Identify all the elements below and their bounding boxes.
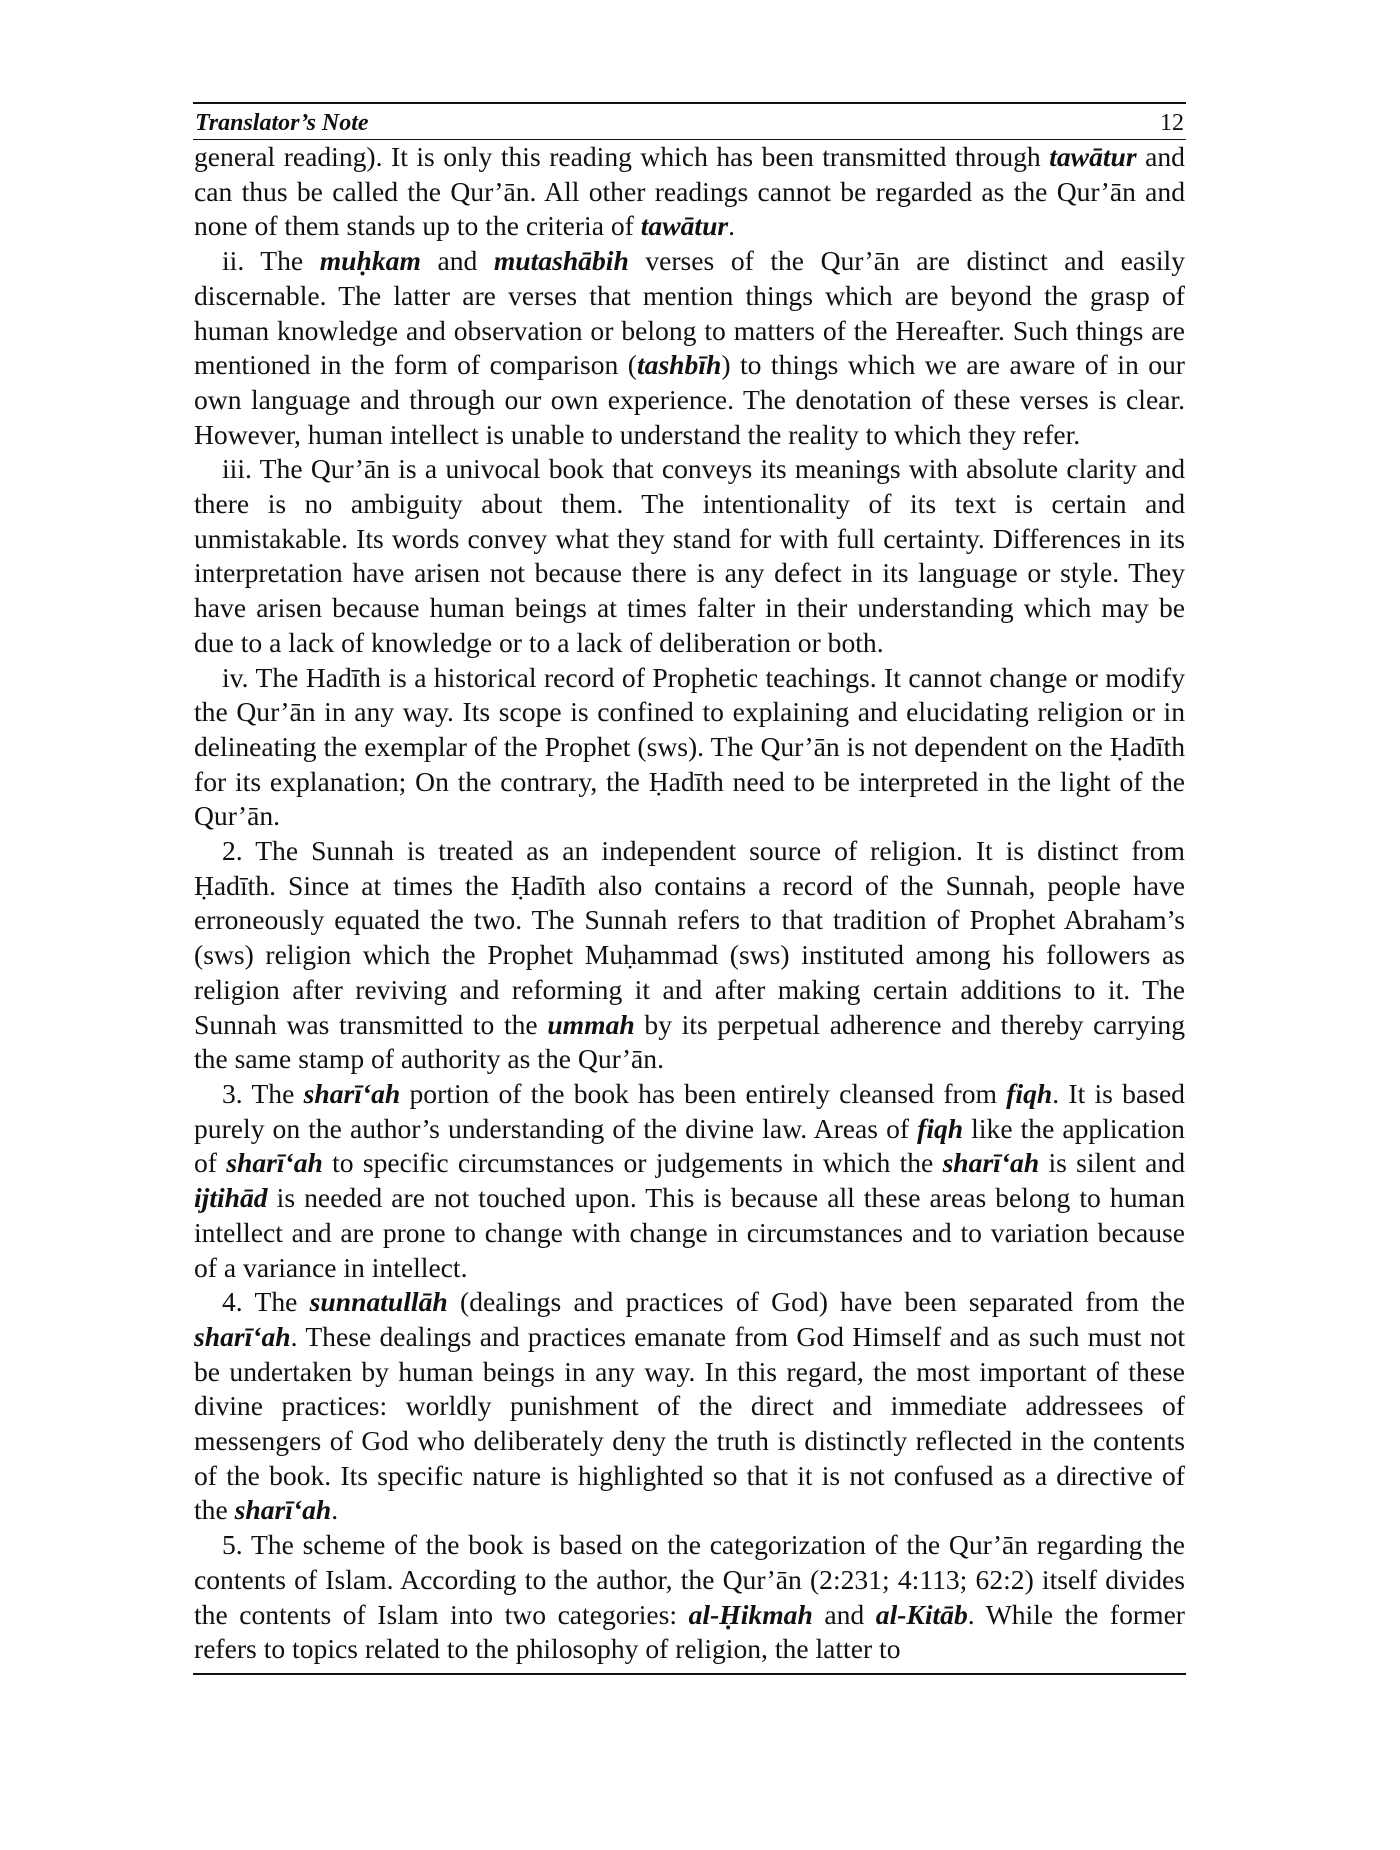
- body-text: [193, 140, 1186, 1667]
- italic-term: tawātur: [1049, 141, 1137, 172]
- text-run: 5. The scheme of the book is based on the categorization of the Qur’ān regarding the contents of Islam. According to the author, the Qur’ān (2:231; 4:113; 62:2) itself divides the contents of Islam into two categories:: [194, 1529, 1185, 1630]
- body-paragraph: [194, 1077, 1185, 1285]
- text-run: .: [728, 210, 736, 242]
- italic-term: fiqh: [917, 1112, 964, 1144]
- italic-term: sharī‘ah: [194, 1320, 291, 1352]
- italic-term: mutashābih: [493, 245, 629, 277]
- footer-rule: [193, 1673, 1186, 1675]
- text-run: by its perpetual adherence and thereby carrying the same stamp of authority as the Qur’ān.: [194, 1008, 1185, 1075]
- running-header-title: Translator’s Note: [195, 110, 369, 136]
- text-run: iii. The Qur’ān is a univocal book that conveys its meanings with absolute clarity and there is no ambiguity about them. The intentionality of its text is certain and unmistakable. Its words convey what they stand for with full certainty. Differences in its interpretation have arisen not because there is any defect in its language or style. They have arisen because human beings at times falter in their understanding which may be due to a lack of knowledge or to a lack of deliberation or both.: [194, 453, 1185, 658]
- italic-term: sharī‘ah: [303, 1077, 401, 1109]
- document-page: [193, 102, 1186, 1675]
- text-run: to specific circumstances or judgements in which the: [322, 1147, 943, 1179]
- text-run: is silent and: [1039, 1147, 1185, 1179]
- italic-term: muḥkam: [319, 245, 421, 277]
- text-run: ii. The: [222, 245, 320, 277]
- text-run: like the application of: [194, 1112, 1185, 1179]
- italic-term: sharī‘ah: [226, 1147, 323, 1179]
- text-run: and: [420, 245, 494, 277]
- text-run: portion of the book has been entirely cleansed from: [400, 1077, 1007, 1109]
- italic-term: tawātur: [640, 210, 729, 242]
- text-run: .: [331, 1494, 339, 1526]
- text-run: (dealings and practices of God) have been separated from the: [447, 1286, 1185, 1318]
- text-run: iv. The Hadīth is a historical record of Prophetic teachings. It cannot change or modify the Qur’ān in any way. Its scope is confined to explaining and elucidating religion or in delineating the exemplar of the Prophet (sws). The Qur’ān is not dependent on the Ḥadīth for its explanation; On the contrary, the Ḥadīth need to be interpreted in the light of the Qur’ān.: [194, 661, 1185, 832]
- body-paragraph: [194, 1528, 1185, 1667]
- text-run: ) to things which we are aware of in our own language and through our own experience. The denotation of these verses is clear. However, human intellect is unable to understand the reality to which they refer.: [194, 349, 1185, 450]
- italic-term: sunnatullāh: [309, 1286, 448, 1318]
- text-run: . These dealings and practices emanate from God Himself and as such must not be undertaken by human beings in any way. In this regard, the most important of these divine practices: worldly punishment of the direct and immediate addressees of messengers of God who deliberately deny the truth is distinctly reflected in the contents of the book. Its specific nature is highlighted so that it is not confused as a directive of the: [194, 1320, 1185, 1526]
- italic-term: ijtihād: [194, 1182, 268, 1214]
- text-run: verses of the Qur’ān are distinct and easily discernable. The latter are verses that mention things which are beyond the grasp of human knowledge and observation or belong to matters of the Hereafter. Such things are mentioned in the form of comparison (: [194, 245, 1185, 381]
- text-run: and can thus be called the Qur’ān. All other readings cannot be regarded as the Qur’ān and none of them stands up to the criteria of: [194, 141, 1185, 242]
- body-paragraph: [194, 452, 1185, 660]
- italic-term: al-Kitāb: [875, 1598, 968, 1630]
- page-number: 12: [1160, 110, 1184, 136]
- italic-term: fiqh: [1006, 1077, 1053, 1109]
- italic-term: ummah: [547, 1008, 635, 1040]
- italic-term: al-Ḥikmah: [688, 1598, 813, 1630]
- body-paragraph: [194, 1285, 1185, 1528]
- body-paragraph: [194, 140, 1185, 244]
- text-run: 2. The Sunnah is treated as an independent source of religion. It is distinct from Ḥadīth. Since at times the Ḥadīth also contains a record of the Sunnah, people have erroneously equated the two. The Sunnah refers to that tradition of Prophet Abraham’s (sws) religion which the Prophet Muḥammad (sws) instituted among his followers as religion after reviving and reforming it and after making certain additions to it. The Sunnah was transmitted to the: [194, 835, 1185, 1040]
- text-run: . It is based purely on the author’s understanding of the divine law. Areas of: [194, 1077, 1185, 1144]
- italic-term: sharī‘ah: [942, 1147, 1040, 1179]
- running-header: [193, 104, 1186, 138]
- text-run: general reading). It is only this reading which has been transmitted through: [194, 141, 1050, 172]
- body-paragraph: [194, 661, 1185, 835]
- text-run: and: [812, 1598, 876, 1630]
- text-run: 3. The: [222, 1077, 304, 1109]
- italic-term: tashbīh: [636, 349, 722, 381]
- body-paragraph: [194, 244, 1185, 452]
- body-paragraph: [194, 834, 1185, 1077]
- text-run: is needed are not touched upon. This is because all these areas belong to human intellect and are prone to change with change in circumstances and to variation because of a variance in intellect.: [194, 1182, 1185, 1283]
- italic-term: sharī‘ah: [234, 1494, 332, 1526]
- text-run: 4. The: [222, 1286, 310, 1318]
- text-run: . While the former refers to topics related to the philosophy of religion, the latter to: [194, 1598, 1186, 1665]
